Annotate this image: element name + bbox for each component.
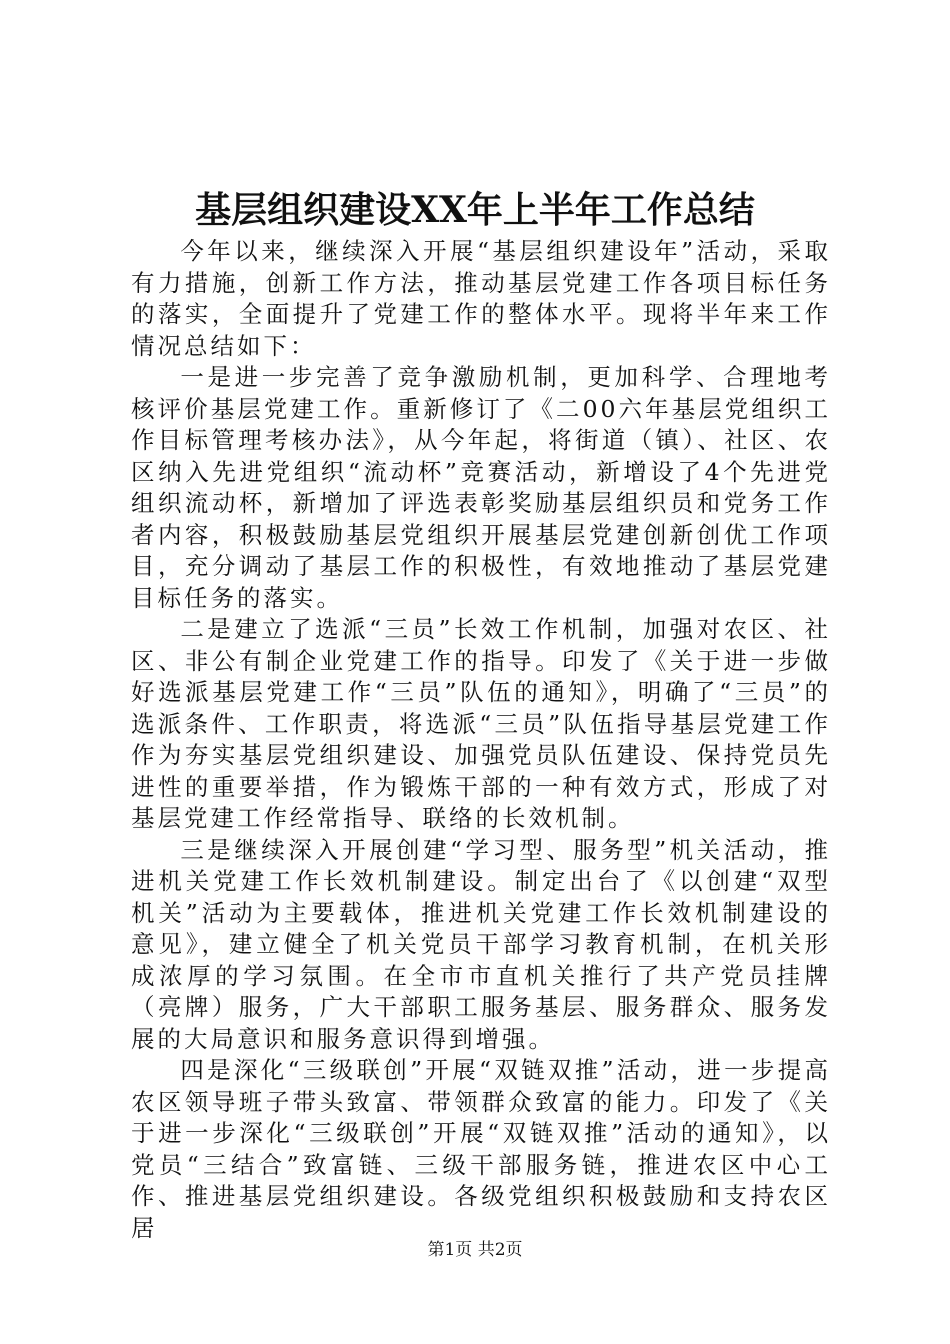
paragraph-item-3: 三是继续深入开展创建“学习型、服务型”机关活动，推进机关党建工作长效机制建设。制定出台了《以创建“双型机关”活动为主要载体，推进机关党建工作长效机制建设的意见》，建立健全了机关党员干部学习教育机制，在机关形成浓厚的学习氛围。在全市市直机关推行了共产党员挂牌（亮牌）服务，广大干部职工服务基层、服务群众、服务发展的大局意识和服务意识得到增强。 — [131, 835, 831, 1053]
paragraph-item-2: 二是建立了选派“三员”长效工作机制，加强对农区、社区、非公有制企业党建工作的指导。印发了《关于进一步做好选派基层党建工作“三员”队伍的通知》，明确了“三员”的选派条件、工作职责，将选派“三员”队伍指导基层党建工作作为夯实基层党组织建设、加强党员队伍建设、保持党员先进性的重要举措，作为锻炼干部的一种有效方式，形成了对基层党建工作经常指导、联络的长效机制。 — [131, 615, 831, 832]
paragraph-item-4: 四是深化“三级联创”开展“双链双推”活动，进一步提高农区领导班子带头致富、带领群众致富的能力。印发了《关于进一步深化“三级联创”开展“双链双推”活动的通知》，以党员“三结合”致富链、三级干部服务链，推进农区中心工作、推进基层党组织建设。各级党组织积极鼓励和支持农区居 — [131, 1056, 831, 1242]
paragraph-item-1: 一是进一步完善了竞争激励机制，更加科学、合理地考核评价基层党建工作。重新修订了《二00六年基层党组织工作目标管理考核办法》，从今年起，将街道（镇）、社区、农区纳入先进党组织“流动杯”竞赛活动，新增设了4个先进党组织流动杯，新增加了评选表彰奖励基层组织员和党务工作者内容，积极鼓励基层党组织开展基层党建创新创优工作项目，充分调动了基层工作的积极性，有效地推动了基层党建目标任务的落实。 — [131, 363, 831, 612]
document-body — [131, 236, 831, 1244]
page-number-footer: 第1页 共2页 — [427, 1240, 523, 1260]
document-title: 基层组织建设XX年上半年工作总结 — [195, 189, 755, 231]
paragraph-intro: 今年以来，继续深入开展“基层组织建设年”活动，采取有力措施，创新工作方法，推动基层党建工作各项目标任务的落实，全面提升了党建工作的整体水平。现将半年来工作情况总结如下： — [131, 237, 831, 360]
